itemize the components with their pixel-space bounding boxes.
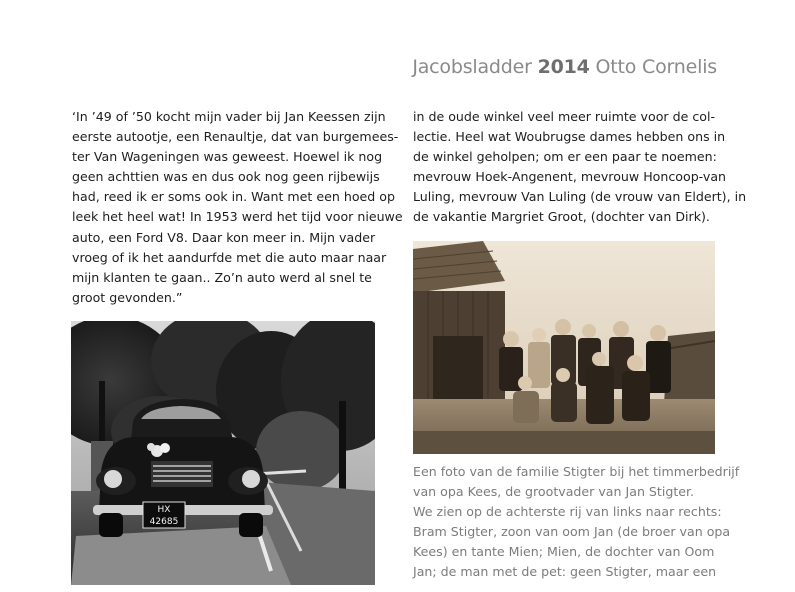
page-header [412, 56, 717, 78]
text-line: groot gevonden.” [72, 289, 183, 305]
text-line: ‘In ’49 of ’50 kocht mijn vader bij Jan Keessen zijn [72, 109, 386, 124]
caption-line: Kees) en tante Mien; Mien, de dochter van Oom [413, 544, 715, 560]
text-line: de winkel geholpen; om er een paar te noemen: [413, 149, 717, 165]
text-line: had, reed ik er soms ook in. Want met een hoed op [72, 189, 395, 205]
header-year: 2014 [537, 56, 590, 78]
caption-line: Jan; de man met de pet: geen Stigter, maar een [413, 564, 717, 580]
car-photo [71, 321, 375, 585]
license-plate-bottom: 42685 [149, 517, 179, 527]
header-author: Otto Cornelis [589, 56, 717, 78]
caption-line: van opa Kees, de grootvader van Jan Stigter. [413, 484, 695, 500]
text-line: leek het heel wat! In 1953 werd het tijd voor nieuwe [72, 209, 403, 225]
text-line: vroeg of ik het aandurfde met die auto maar naar [72, 249, 387, 265]
caption-line: Bram Stigter, zoon van oom Jan (de broer van opa [413, 524, 731, 540]
left-column-text [72, 107, 403, 308]
caption-line: We zien op de achterste rij van links naar rechts: [413, 504, 722, 520]
text-line: lectie. Heel wat Woubrugse dames hebben ons in [413, 129, 726, 145]
text-line: eerste autootje, een Renaultje, dat van burgemees- [72, 129, 399, 145]
right-column-text [413, 107, 747, 228]
text-line: de vakantie Margriet Groot, (dochter van Dirk). [413, 209, 710, 225]
text-line: Luling, mevrouw Van Luling (de vrouw van Eldert), in [413, 189, 747, 205]
photo-caption [413, 462, 740, 583]
family-photo [413, 241, 715, 454]
license-plate-top: HX [157, 505, 171, 515]
caption-line: Een foto van de familie Stigter bij het timmerbedrijf [413, 464, 740, 479]
text-line: mijn klanten te gaan.. Zo’n auto werd al snel te [72, 269, 372, 285]
text-line: geen achttien was en dus ook nog geen rijbewijs [72, 169, 380, 185]
text-line: ter Van Wageningen was geweest. Hoewel ik nog [72, 149, 383, 165]
text-line: in de oude winkel veel meer ruimte voor de col- [413, 109, 716, 124]
text-line: mevrouw Hoek-Angenent, mevrouw Honcoop-van [413, 169, 727, 185]
text-line: auto, een Ford V8. Daar kon meer in. Mijn vader [72, 229, 376, 245]
header-title: Jacobsladder [412, 56, 538, 78]
